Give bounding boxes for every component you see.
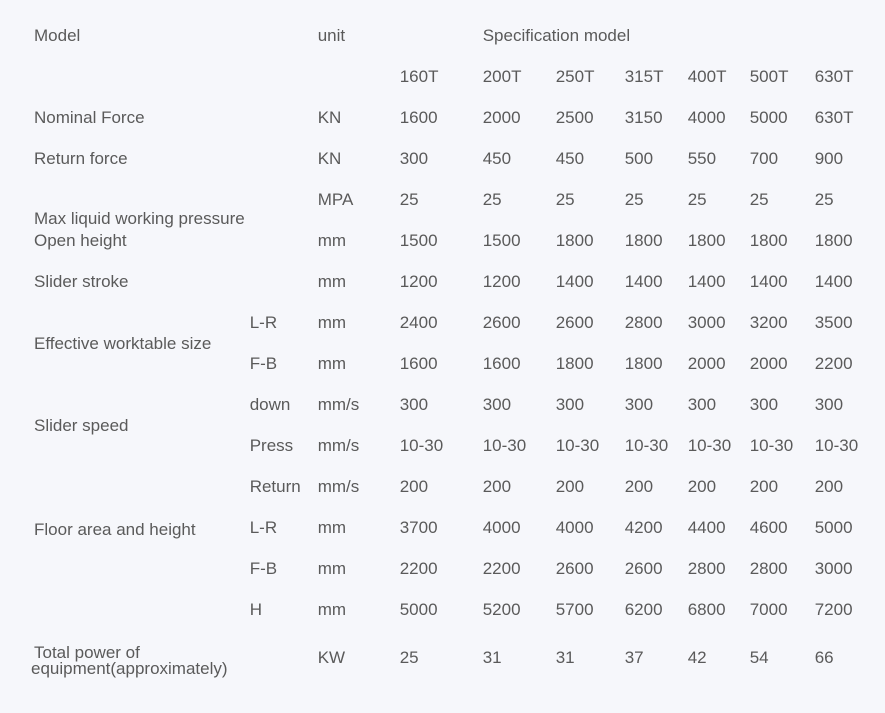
value-cell: 4200 [624,518,663,538]
value-cell: 2200 [482,559,521,579]
value-cell: 4000 [687,108,726,128]
value-cell: 300 [399,395,429,415]
unit-cell: mm [317,231,347,251]
value-cell: 31 [482,648,502,668]
value-cell: 2000 [749,354,788,374]
nominal-force-row [26,98,873,139]
value-cell: 1600 [482,354,521,374]
total-power-row [26,631,873,686]
model-cell: 160T [399,67,439,87]
value-cell: 5000 [814,518,853,538]
value-cell: 25 [624,190,644,210]
value-cell: 2800 [749,559,788,579]
row-label: Nominal Force [34,108,145,128]
value-cell: 5200 [482,600,521,620]
unit-cell: mm/s [317,436,360,456]
model-row [26,57,873,98]
value-cell: 5000 [749,108,788,128]
model-header: Model [34,26,81,46]
value-cell: 450 [555,149,585,169]
unit-cell: mm/s [317,477,360,497]
worktable-lr-row [26,303,873,344]
row-label-line: equipment(approximately) [31,659,228,678]
value-cell: 300 [482,395,512,415]
value-cell: 2600 [482,313,521,333]
row-label: Return force [34,149,128,169]
value-cell: 31 [555,648,575,668]
value-cell: 550 [687,149,717,169]
value-cell: 4400 [687,518,726,538]
value-cell: 25 [399,648,419,668]
value-cell: 3000 [814,559,853,579]
value-cell: 3200 [749,313,788,333]
value-cell: 25 [687,190,707,210]
value-cell: 630T [814,108,854,128]
value-cell: 2200 [814,354,853,374]
value-cell: 1800 [624,231,663,251]
value-cell: 3150 [624,108,663,128]
value-cell: 300 [749,395,779,415]
value-cell: 1600 [399,108,438,128]
value-cell: 1200 [399,272,438,292]
model-cell: 500T [749,67,789,87]
value-cell: 1800 [814,231,853,251]
row-label [26,631,245,686]
value-cell: 1400 [624,272,663,292]
value-cell: 1500 [399,231,438,251]
value-cell: 5000 [399,600,438,620]
unit-cell: mm [317,272,347,292]
slider-stroke-row [26,262,873,303]
value-cell: 300 [814,395,844,415]
value-cell: 700 [749,149,779,169]
value-cell: 2000 [687,354,726,374]
value-cell: 3000 [687,313,726,333]
value-cell: 1800 [555,354,594,374]
value-cell: 25 [814,190,834,210]
value-cell: 300 [399,149,429,169]
value-cell: 25 [482,190,502,210]
value-cell: 200 [482,477,512,497]
value-cell: 1400 [687,272,726,292]
unit-cell: KW [317,648,346,668]
value-cell: 1800 [687,231,726,251]
row-label: Slider stroke [34,272,129,292]
value-cell: 10-30 [555,436,600,456]
value-cell: 1800 [749,231,788,251]
value-cell: 450 [482,149,512,169]
unit-cell: mm/s [317,395,360,415]
value-cell: 66 [814,648,834,668]
unit-cell: MPA [317,190,354,210]
value-cell: 37 [624,648,644,668]
value-cell: 2600 [555,313,594,333]
sub-label: H [249,600,262,620]
value-cell: 10-30 [482,436,527,456]
unit-cell: mm [317,600,347,620]
sub-label: down [249,395,291,415]
value-cell: 2000 [482,108,521,128]
value-cell: 25 [399,190,419,210]
value-cell: 200 [814,477,844,497]
unit-cell: KN [317,108,342,128]
value-cell: 10-30 [399,436,444,456]
value-cell: 2600 [624,559,663,579]
value-cell: 6800 [687,600,726,620]
value-cell: 200 [399,477,429,497]
value-cell: 7200 [814,600,853,620]
value-cell: 1800 [555,231,594,251]
value-cell: 10-30 [749,436,794,456]
value-cell: 200 [687,477,717,497]
value-cell: 2500 [555,108,594,128]
slider-speed-down-row [26,385,873,426]
sub-label: F-B [249,559,278,579]
value-cell: 4600 [749,518,788,538]
model-cell: 630T [814,67,854,87]
sub-label: L-R [249,518,278,538]
value-cell: 10-30 [814,436,859,456]
max-pressure-row [26,180,873,221]
row-label: Slider speed [34,415,129,435]
value-cell: 4000 [555,518,594,538]
value-cell: 1400 [749,272,788,292]
model-cell: 315T [624,67,664,87]
row-label: Floor area and height [34,520,196,539]
model-cell: 400T [687,67,727,87]
value-cell: 200 [624,477,654,497]
value-cell: 42 [687,648,707,668]
row-label-line: Total power of [34,643,140,662]
value-cell: 3700 [399,518,438,538]
value-cell: 1400 [555,272,594,292]
row-label: Open height [34,231,127,251]
unit-cell: mm [317,559,347,579]
row-label: Max liquid working pressure [34,209,245,229]
row-label: Effective worktable size [34,333,212,353]
value-cell: 3500 [814,313,853,333]
value-cell: 1200 [482,272,521,292]
value-cell: 4000 [482,518,521,538]
value-cell: 6200 [624,600,663,620]
unit-cell: mm [317,354,347,374]
value-cell: 10-30 [624,436,669,456]
value-cell: 10-30 [687,436,732,456]
sub-label: L-R [249,313,278,333]
value-cell: 7000 [749,600,788,620]
value-cell: 2200 [399,559,438,579]
sub-label: Return [249,477,301,497]
unit-cell: KN [317,149,342,169]
value-cell: 300 [555,395,585,415]
value-cell: 1500 [482,231,521,251]
value-cell: 2400 [399,313,438,333]
value-cell: 2800 [687,559,726,579]
value-cell: 5700 [555,600,594,620]
value-cell: 300 [687,395,717,415]
value-cell: 900 [814,149,844,169]
header-row [26,16,873,57]
specification-table [26,16,873,686]
spec-model-header: Specification model [482,26,631,46]
value-cell: 1600 [399,354,438,374]
value-cell: 300 [624,395,654,415]
sub-label: Press [249,436,294,456]
value-cell: 500 [624,149,654,169]
value-cell: 25 [749,190,769,210]
value-cell: 1400 [814,272,853,292]
model-cell: 250T [555,67,595,87]
unit-cell: mm [317,518,347,538]
floor-lr-row [26,508,873,549]
return-force-row [26,139,873,180]
value-cell: 200 [555,477,585,497]
sub-label: F-B [249,354,278,374]
value-cell: 25 [555,190,575,210]
model-cell: 200T [482,67,522,87]
unit-cell: mm [317,313,347,333]
value-cell: 200 [749,477,779,497]
value-cell: 54 [749,648,769,668]
slider-speed-return-row [26,467,873,508]
unit-header: unit [317,26,346,46]
value-cell: 2800 [624,313,663,333]
value-cell: 1800 [624,354,663,374]
value-cell: 2600 [555,559,594,579]
